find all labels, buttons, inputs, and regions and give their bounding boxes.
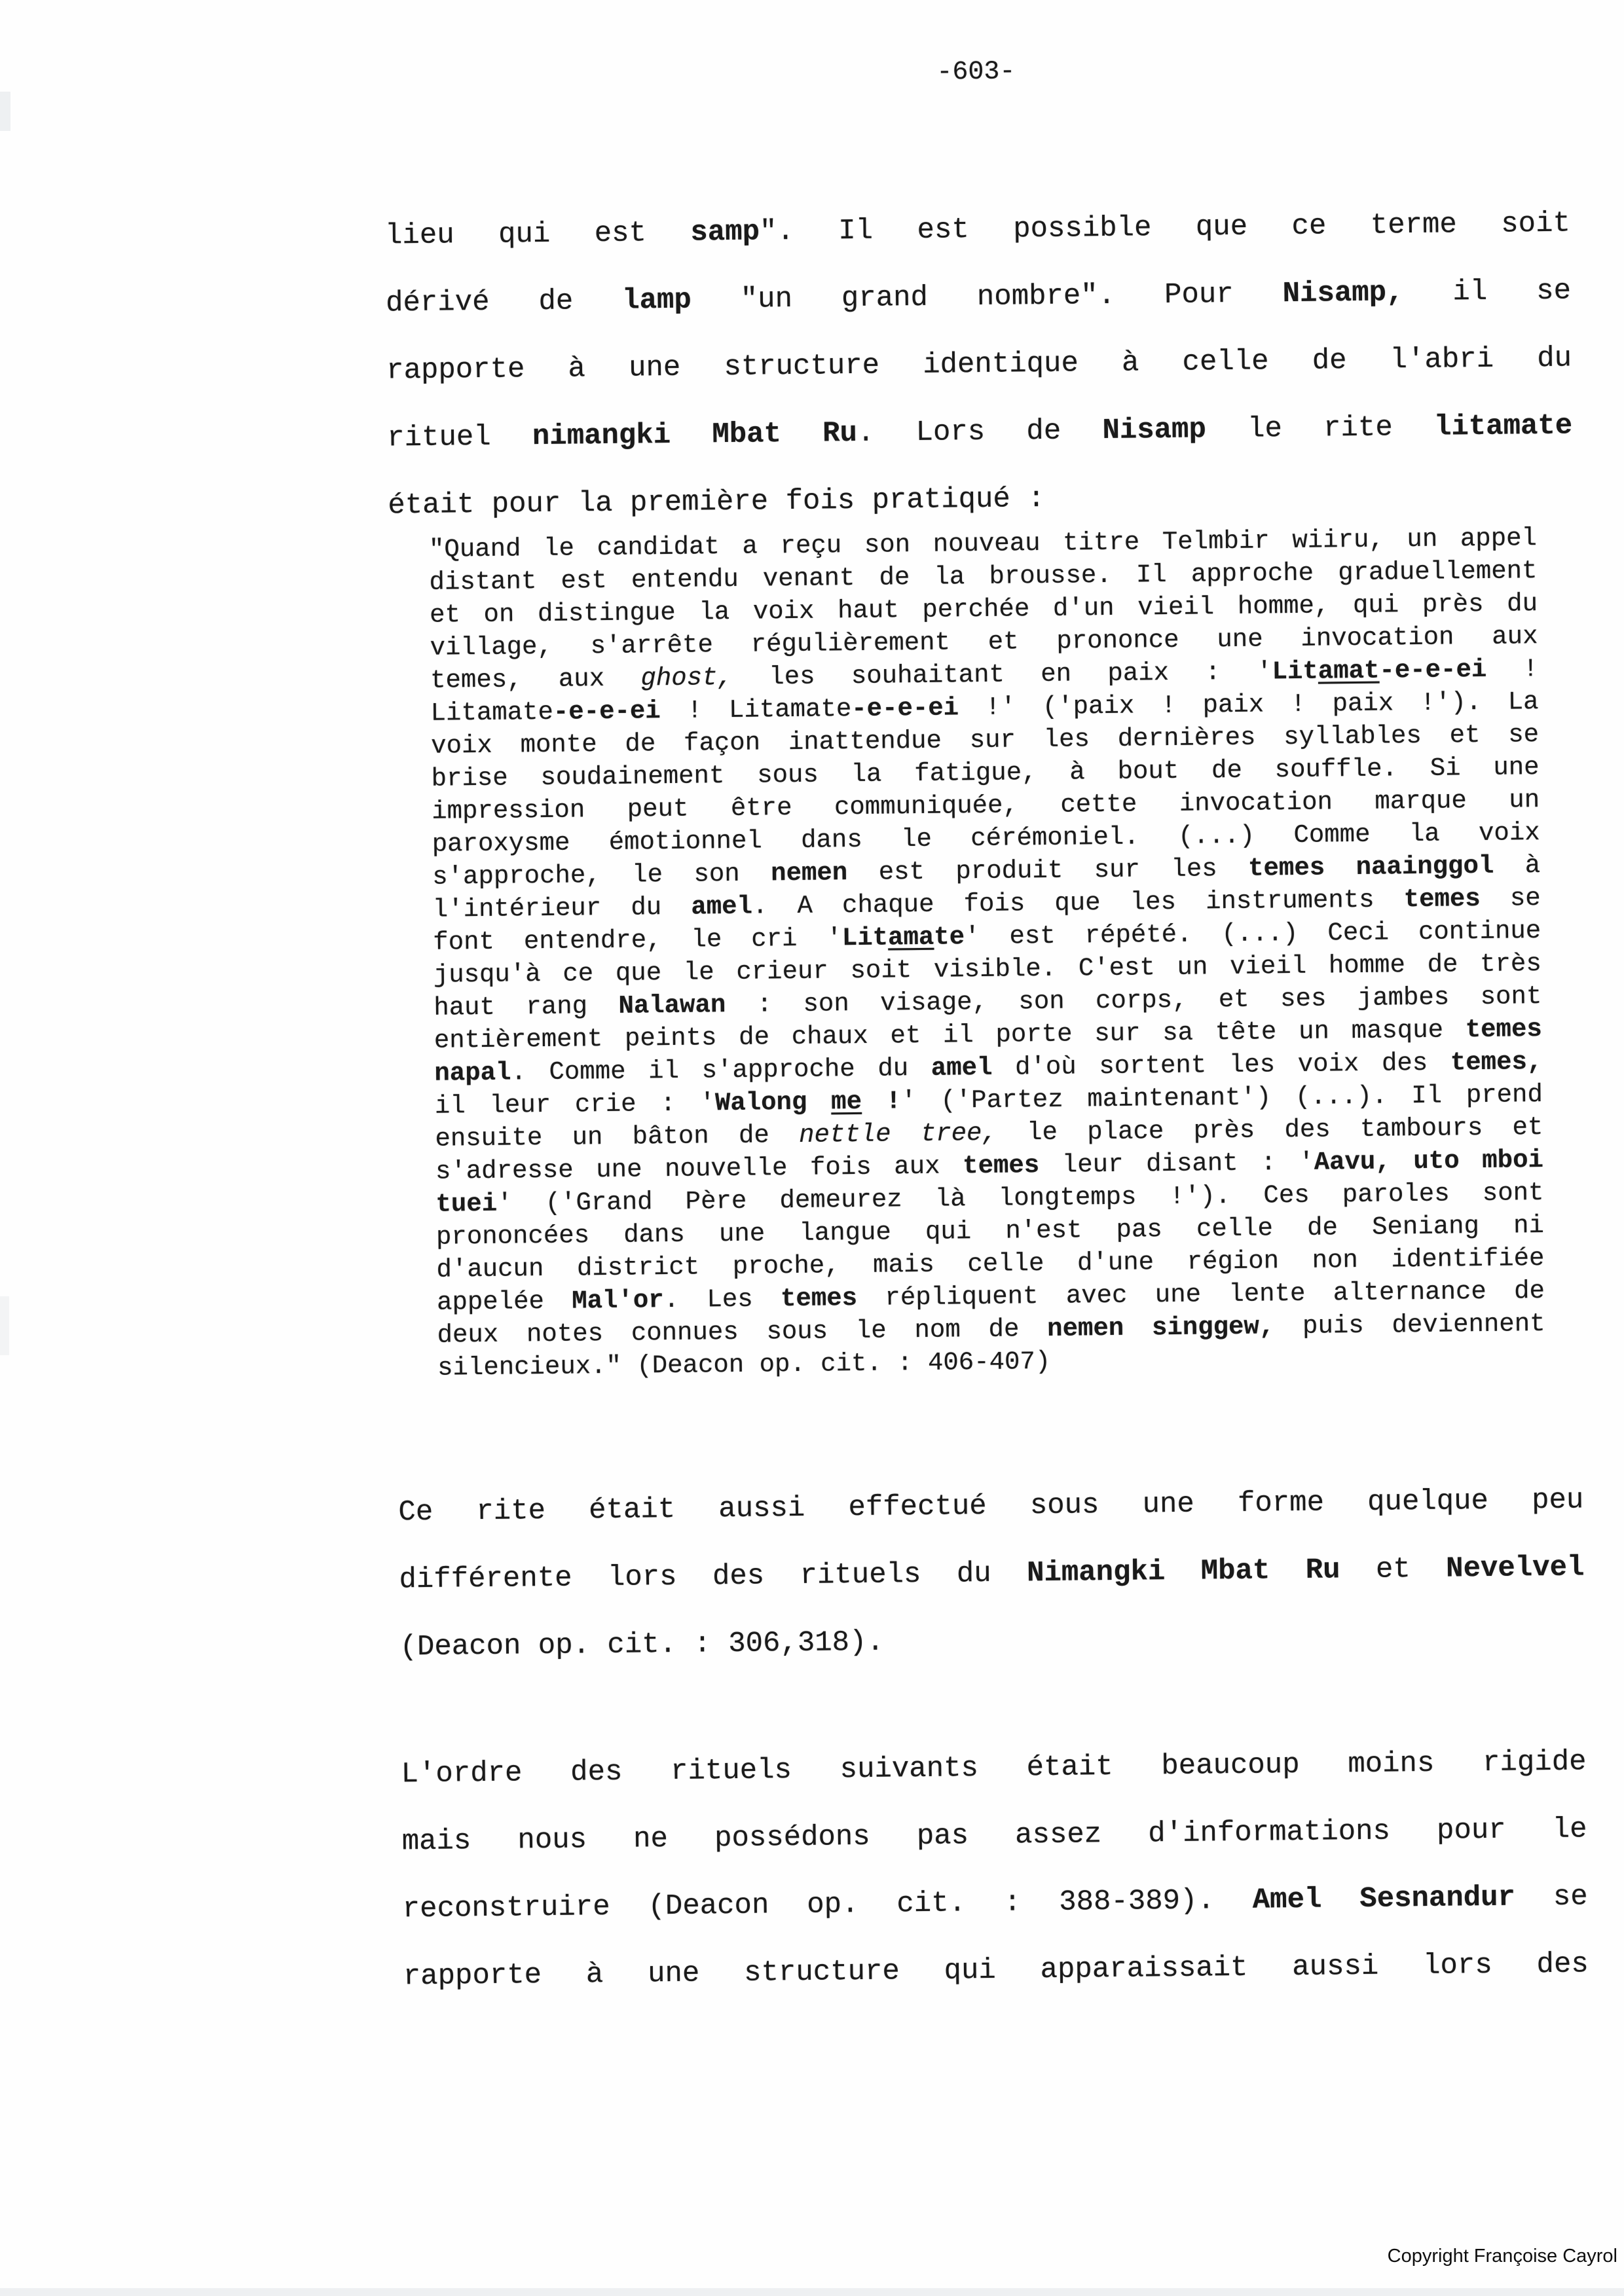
text-line: différente lors des rituels du Nimangki Mbat Ru et Nevelvel (399, 1551, 1585, 1597)
ordre-paragraph (401, 1728, 1589, 2011)
text-line: tuei' ('Grand Père demeurez là longtemps !'). Ces paroles sont (435, 1178, 1544, 1219)
text-line: (Deacon op. cit. : 306,318). (399, 1626, 885, 1664)
text-line: L'ordre des rituels suivants était beaucoup moins rigide (401, 1745, 1587, 1791)
block-quote (429, 522, 1546, 1385)
text-line: entièrement peints de chaux et il porte sur sa tête un masque temes (434, 1015, 1543, 1055)
text-line: impression peut être communiquée, cette invocation marque un (431, 786, 1540, 826)
text-line: Ce rite était aussi effectué sous une forme quelque peu (398, 1484, 1584, 1529)
text-line: brise soudainement sous la fatigue, à bout de souffle. Si une (431, 753, 1540, 793)
text-line: était pour la première fois pratiqué : (388, 482, 1045, 522)
intro-paragraph (384, 191, 1573, 540)
page-number: -603- (936, 57, 1016, 88)
copyright-notice: Copyright Françoise Cayrol (1387, 2246, 1617, 2267)
text-line: l'intérieur du amel. A chaque fois que les instruments temes se (432, 884, 1541, 924)
text-line: napal. Comme il s'approche du amel d'où sortent les voix des temes, (434, 1048, 1543, 1088)
text-line: dérivé de lamp "un grand nombre". Pour Nisamp, il se (385, 274, 1572, 320)
text-line: distant est entendu venant de la brousse. Il approche graduellement (429, 556, 1538, 597)
text-line: lieu qui est samp". Il est possible que ce terme soit (384, 207, 1571, 253)
text-line: s'adresse une nouvelle fois aux temes leur disant : 'Aavu, uto mboi (435, 1146, 1544, 1186)
text-line: rapporte à une structure identique à celle de l'abri du (386, 342, 1572, 388)
text-line: paroxysme émotionnel dans le cérémoniel. (...) Comme la voix (432, 818, 1540, 859)
text-line: silencieux." (Deacon op. cit. : 406-407) (437, 1347, 1051, 1383)
text-line: "Quand le candidat a reçu son nouveau titre Telmbir wiiru, un appel (428, 524, 1538, 564)
text-line: Litamate-e-e-ei ! Litamate-e-e-ei !' ('paix ! paix ! paix !'). La (430, 687, 1539, 728)
text-line: font entendre, le cri 'Litamate' est répété. (...) Ceci continue (433, 917, 1541, 957)
scan-smudge-top (0, 92, 10, 131)
text-line: il leur crie : 'Walong me !' ('Partez maintenant') (...). Il prend (434, 1080, 1543, 1121)
scan-edge-bar (0, 2288, 1624, 2296)
text-line: s'approche, le son nemen est produit sur les temes naainggol à (432, 851, 1541, 892)
text-line: temes, aux ghost, les souhaitant en paix : 'Litamat-e-e-ei ! (430, 655, 1539, 695)
text-line: rapporte à une structure qui apparaissait aussi lors des (403, 1948, 1589, 1994)
text-line: et on distingue la voix haut perchée d'un vieil homme, qui près du (429, 589, 1538, 630)
scan-smudge-middle (0, 1296, 9, 1355)
text-line: rituel nimangki Mbat Ru. Lors de Nisamp le rite litamate (386, 409, 1573, 455)
text-line: reconstruire (Deacon op. cit. : 388-389). Amel Sesnandur se (402, 1880, 1588, 1926)
text-line: d'aucun district proche, mais celle d'une région non identifiée (436, 1244, 1545, 1285)
text-line: voix monte de façon inattendue sur les dernières syllables et se (430, 720, 1540, 761)
text-line: haut rang Nalawan : son visage, son corps, et ses jambes sont (434, 982, 1542, 1023)
rite-paragraph (398, 1467, 1585, 1681)
text-line: jusqu'à ce que le crieur soit visible. C'est un vieil homme de très (433, 949, 1541, 990)
text-line: deux notes connues sous le nom de nemen singgew, puis deviennent (437, 1309, 1545, 1350)
text-line: prononcées dans une langue qui n'est pas celle de Seniang ni (435, 1211, 1545, 1252)
text-line: village, s'arrête régulièrement et prononce une invocation aux (430, 622, 1538, 663)
text-line: appelée Mal'or. Les temes répliquent avec une lente alternance de (436, 1277, 1545, 1317)
text-line: mais nous ne possédons pas assez d'informations pour le (401, 1813, 1587, 1859)
text-line: ensuite un bâton de nettle tree, le place près des tambours et (435, 1113, 1543, 1154)
